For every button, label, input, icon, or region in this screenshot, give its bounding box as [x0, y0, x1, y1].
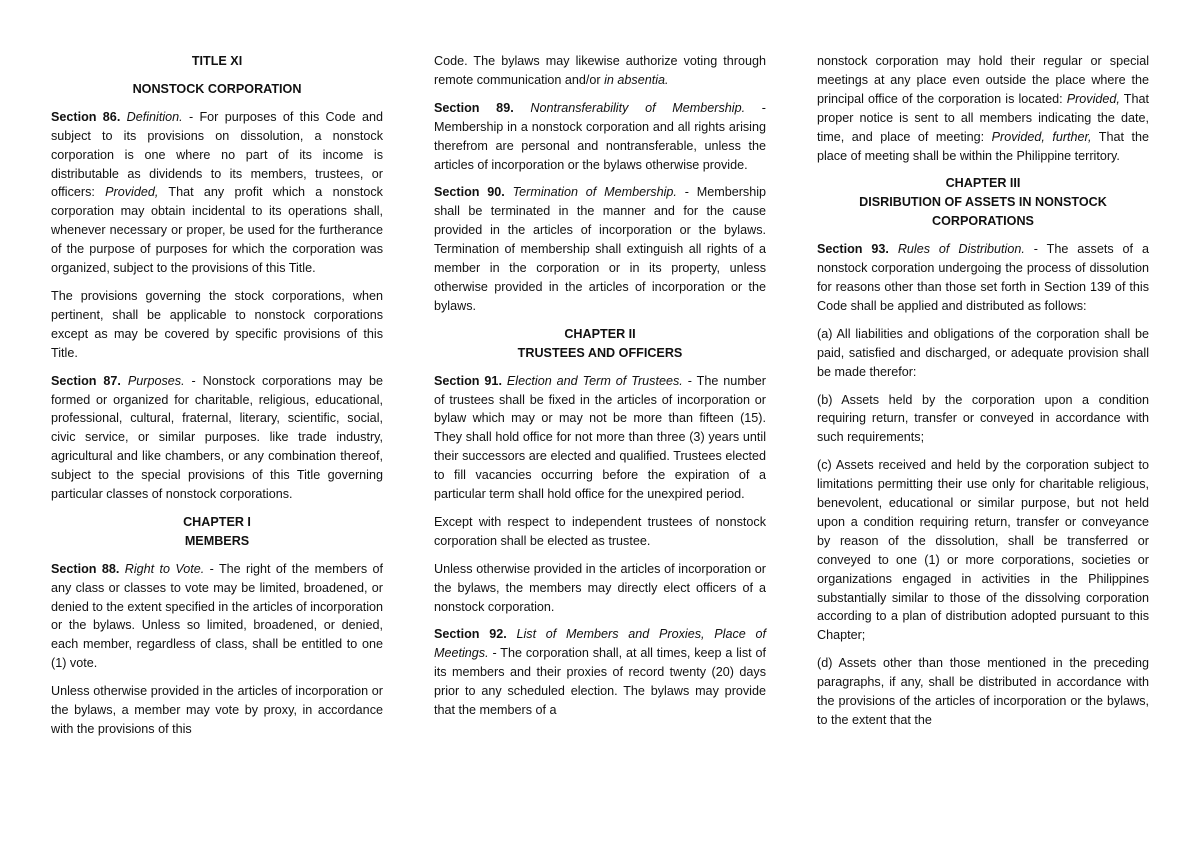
paragraph-governing: The provisions governing the stock corporations, when pertinent, shall be applicable to nonstock corporations except as may be covered by specific provisions of this Title.: [51, 288, 383, 360]
section-label: Section 86.: [51, 109, 121, 124]
section-heading: Definition.: [126, 109, 183, 124]
paragraph-elect-officers: Unless otherwise provided in the articles of incorporation or the bylaws, the members may directly elect officers of a nonstock corporation.: [434, 561, 766, 614]
section-86: Section 86. Definition. - For purposes of this Code and subject to its provisions on dissolution, a nonstock corporation is one where no part of its income is distributable as dividends to its members, trustees, or officers: Provided, That any profit which a nonstock corporation may obtain incidental to its operations shall, whenever necessary or proper, be used for the furtherance of the purpose of purposes for which the corporation was organized, subject to the provisions of this Title.: [51, 109, 383, 276]
section-label: Section 87.: [51, 373, 121, 388]
paragraph-continuation: Code. The bylaws may likewise authorize voting through remote communication and/or in absentia.: [434, 54, 766, 87]
section-label: Section 88.: [51, 561, 120, 576]
section-heading: List of Members and Proxies, Place of Meetings.: [434, 627, 766, 661]
list-item-b: (b) Assets held by the corporation upon a condition requiring return, transfer or conveyed in accordance with such requirements;: [817, 392, 1149, 445]
section-87: Section 87. Purposes. - Nonstock corporations may be formed or organized for charitable, religious, educational, professional, cultural, fraternal, literary, scientific, social, civic service, or similar purposes. like trade industry, agricultural and like chambers, or any combination thereof, subject to the special provisions of this Title governing particular classes of nonstock corporations.: [51, 373, 383, 502]
title-subheading: NONSTOCK CORPORATION: [132, 81, 302, 96]
section-heading: Termination of Membership.: [504, 185, 677, 200]
section-90: Section 90. Termination of Membership. - Membership shall be terminated in the manner and for the cause provided in the articles of incorporation or the bylaws. Termination of membership shall extinguish all rights of a member in the corporation or in its property, unless otherwise provided in the articles of incorporation or the bylaws.: [434, 185, 767, 313]
column-right: [817, 52, 1149, 739]
section-88: Section 88. Right to Vote. - The right of the members of any class or classes to vote may be limited, broadened, or denied to the extent specified in the articles of incorporation or the bylaws. Unless so limited, broadened, or denied, each member, regardless of class, shall be entitled to one (1) vote.: [51, 561, 383, 671]
column-middle: [434, 52, 766, 729]
section-heading: Purposes.: [127, 373, 185, 388]
section-heading: Nontransferability of Membership.: [513, 100, 746, 115]
section-label: Section 90.: [434, 185, 505, 200]
column-left: [51, 52, 383, 748]
paragraph-independent-trustees: Except with respect to independent trustees of nonstock corporation shall be elected as trustee.: [434, 514, 766, 548]
list-item-d: (d) Assets other than those mentioned in the preceding paragraphs, if any, shall be distributed in accordance with the provisions of the articles of incorporation or the bylaws, to the extent that the: [817, 656, 1149, 727]
section-89: Section 89. Nontransferability of Membership. - Membership in a nonstock corporation and all rights arising therefrom are personal and nontransferable, unless the articles of incorporation or the bylaws otherwise provide.: [434, 100, 766, 172]
section-93: Section 93. Rules of Distribution. - The assets of a nonstock corporation undergoing the process of dissolution for reasons other than those set forth in Section 139 of this Code shall be applied and distributed as follows:: [817, 242, 1149, 313]
chapter-3-heading: CHAPTER III DISRIBUTION OF ASSETS IN NONSTOCK CORPORATIONS: [859, 176, 1107, 229]
section-heading: Right to Vote.: [119, 561, 205, 576]
section-91: Section 91. Election and Term of Trustees. - The number of trustees shall be fixed in the articles of incorporation or bylaw which may or may not be more than fifteen (15). They shall hold office for not more than three (3) years until their successors are elected and qualified. Trustees elected to fill vacancies occurring before the expiration of a particular term shall hold office for the unexpired period.: [434, 373, 767, 502]
section-label: Section 92.: [434, 627, 507, 642]
section-heading: Election and Term of Trustees.: [501, 373, 683, 388]
chapter-2-heading: CHAPTER II TRUSTEES AND OFFICERS: [517, 326, 683, 360]
chapter-1-heading: CHAPTER I MEMBERS: [183, 514, 251, 548]
title-heading: TITLE XI: [191, 54, 243, 68]
section-92: Section 92. List of Members and Proxies, Place of Meetings. - The corporation shall, at all times, keep a list of its members and their proxies of record twenty (20) days prior to any scheduled election. The bylaws may provide that the members of a: [434, 627, 766, 718]
section-label: Section 89.: [434, 100, 514, 115]
section-label: Section 93.: [817, 242, 889, 257]
section-heading: Rules of Distribution.: [888, 242, 1025, 257]
list-item-c: (c) Assets received and held by the corporation subject to limitations permitting their use only for charitable religious, benevolent, educational or similar purpose, but not held upon a condition requiring return, transfer or conveyance by reason of the dissolution, shall be transferred or conveyed to one (1) or more corporations, societies or organizations engaged in activities in the Philippines substantially similar to those of the dissolving corporation according to a plan of distribution adopted pursuant to this Chapter;: [817, 458, 1149, 643]
paragraph-meetings-continuation: nonstock corporation may hold their regular or special meetings at any place even outside the place where the principal office of the corporation is located: Provided, That proper notice is sent to all members indicating the date, time, and place of meeting: Provided, further, That the place of meeting shall be within the Philippine territory.: [817, 54, 1149, 163]
section-label: Section 91.: [434, 373, 502, 388]
list-item-a: (a) All liabilities and obligations of the corporation shall be paid, satisfied and discharged, or adequate provision shall be made therefor:: [817, 326, 1149, 379]
paragraph-proxy: Unless otherwise provided in the articles of incorporation or the bylaws, a member may vote by proxy, in accordance with the provisions of this: [51, 684, 383, 736]
